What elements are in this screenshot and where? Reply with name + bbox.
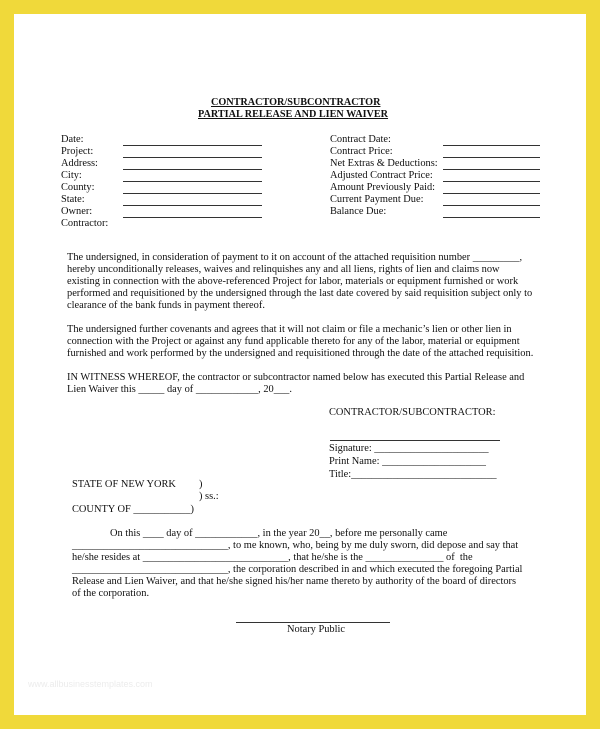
paragraph-line: furnished and work performed by the undersigned and requisitioned through the date of the attached requisition. bbox=[67, 348, 534, 359]
field-contract-price-line[interactable] bbox=[443, 157, 540, 158]
paragraph-line: clearance of the bank funds in payment thereof. bbox=[67, 300, 265, 311]
field-contract-date-label: Contract Date: bbox=[330, 134, 391, 145]
paragraph-line: ______________________________, to me known, who, being by me duly sworn, did depose and say that bbox=[72, 540, 519, 551]
state-label: STATE OF NEW YORK bbox=[72, 479, 176, 490]
field-state-line[interactable] bbox=[123, 205, 262, 206]
field-county-label: County: bbox=[61, 182, 95, 193]
field-net-extras-line[interactable] bbox=[443, 169, 540, 170]
paragraph-line: IN WITNESS WHEREOF, the contractor or subcontractor named below has executed this Partial Release and bbox=[67, 372, 525, 383]
field-contract-price-label: Contract Price: bbox=[330, 146, 393, 157]
title-line-2: PARTIAL RELEASE AND LIEN WAIVER bbox=[198, 109, 389, 120]
document-page bbox=[14, 14, 586, 715]
county-label[interactable]: COUNTY OF ___________) bbox=[72, 504, 194, 515]
venue-paren: ) bbox=[199, 479, 203, 490]
field-state-label: State: bbox=[61, 194, 85, 205]
field-project-line[interactable] bbox=[123, 157, 262, 158]
field-project-label: Project: bbox=[61, 146, 94, 157]
field-previously-paid-label: Amount Previously Paid: bbox=[330, 182, 436, 193]
signature-field[interactable]: Signature: ______________________ bbox=[329, 443, 489, 454]
field-contract-date-line[interactable] bbox=[443, 145, 540, 146]
company-name-line[interactable] bbox=[330, 440, 500, 441]
paragraph-line: performed and requisitioned by the undersigned through the last date covered by said requisition subject only to bbox=[67, 288, 533, 299]
field-contractor-label: Contractor: bbox=[61, 218, 109, 229]
field-city-line[interactable] bbox=[123, 181, 262, 182]
paragraph-line: On this ____ day of ____________, in the year 20__, before me personally came bbox=[110, 528, 448, 539]
paragraph-line: connection with the Project or against any fund applicable thereto for any of the labor, material or equipment bbox=[67, 336, 520, 347]
ss-label: ) ss.: bbox=[199, 491, 219, 502]
paragraph-line: he/she resides at ____________________________, that he/she is the _______________ of the bbox=[72, 552, 473, 563]
print-name-field[interactable]: Print Name: ____________________ bbox=[329, 456, 487, 467]
title-line-1: CONTRACTOR/SUBCONTRACTOR bbox=[211, 97, 381, 108]
field-balance-due-label: Balance Due: bbox=[330, 206, 387, 217]
title-field[interactable]: Title:____________________________ bbox=[329, 469, 497, 480]
paragraph-line: The undersigned further covenants and agrees that it will not claim or file a mechanic’s lien or other lien in bbox=[67, 324, 512, 335]
field-adjusted-price-line[interactable] bbox=[443, 181, 540, 182]
field-owner-label: Owner: bbox=[61, 206, 93, 217]
field-date-line[interactable] bbox=[123, 145, 262, 146]
field-net-extras-label: Net Extras & Deductions: bbox=[330, 158, 438, 169]
field-owner-line[interactable] bbox=[123, 217, 262, 218]
watermark: www.allbusinesstemplates.com bbox=[28, 679, 153, 689]
field-current-payment-label: Current Payment Due: bbox=[330, 194, 424, 205]
paragraph-line: Lien Waiver this _____ day of ____________, 20___. bbox=[67, 384, 292, 395]
field-county-line[interactable] bbox=[123, 193, 262, 194]
paragraph-line: ______________________________, the corporation described in and which executed the foregoing Partial bbox=[72, 564, 523, 575]
field-city-label: City: bbox=[61, 170, 82, 181]
paragraph-line: The undersigned, in consideration of payment to it on account of the attached requisition number _________, bbox=[67, 252, 523, 263]
paragraph-line: hereby unconditionally releases, waives and relinquishes any and all liens, rights of lien and claims now bbox=[67, 264, 500, 275]
signature-heading: CONTRACTOR/SUBCONTRACTOR: bbox=[329, 407, 496, 418]
field-balance-due-line[interactable] bbox=[443, 217, 540, 218]
paragraph-line: Release and Lien Waiver, and that he/she signed his/her name thereto by authority of the board of directors bbox=[72, 576, 517, 587]
field-current-payment-line[interactable] bbox=[443, 205, 540, 206]
field-address-line[interactable] bbox=[123, 169, 262, 170]
field-adjusted-price-label: Adjusted Contract Price: bbox=[330, 170, 433, 181]
notary-signature-line[interactable] bbox=[236, 622, 390, 623]
field-address-label: Address: bbox=[61, 158, 98, 169]
field-previously-paid-line[interactable] bbox=[443, 193, 540, 194]
notary-public-label: Notary Public bbox=[287, 624, 346, 635]
paragraph-line: of the corporation. bbox=[72, 588, 150, 599]
paragraph-line: existing in connection with the above-referenced Project for labor, materials or equipment furnished or work bbox=[67, 276, 519, 287]
field-date-label: Date: bbox=[61, 134, 84, 145]
